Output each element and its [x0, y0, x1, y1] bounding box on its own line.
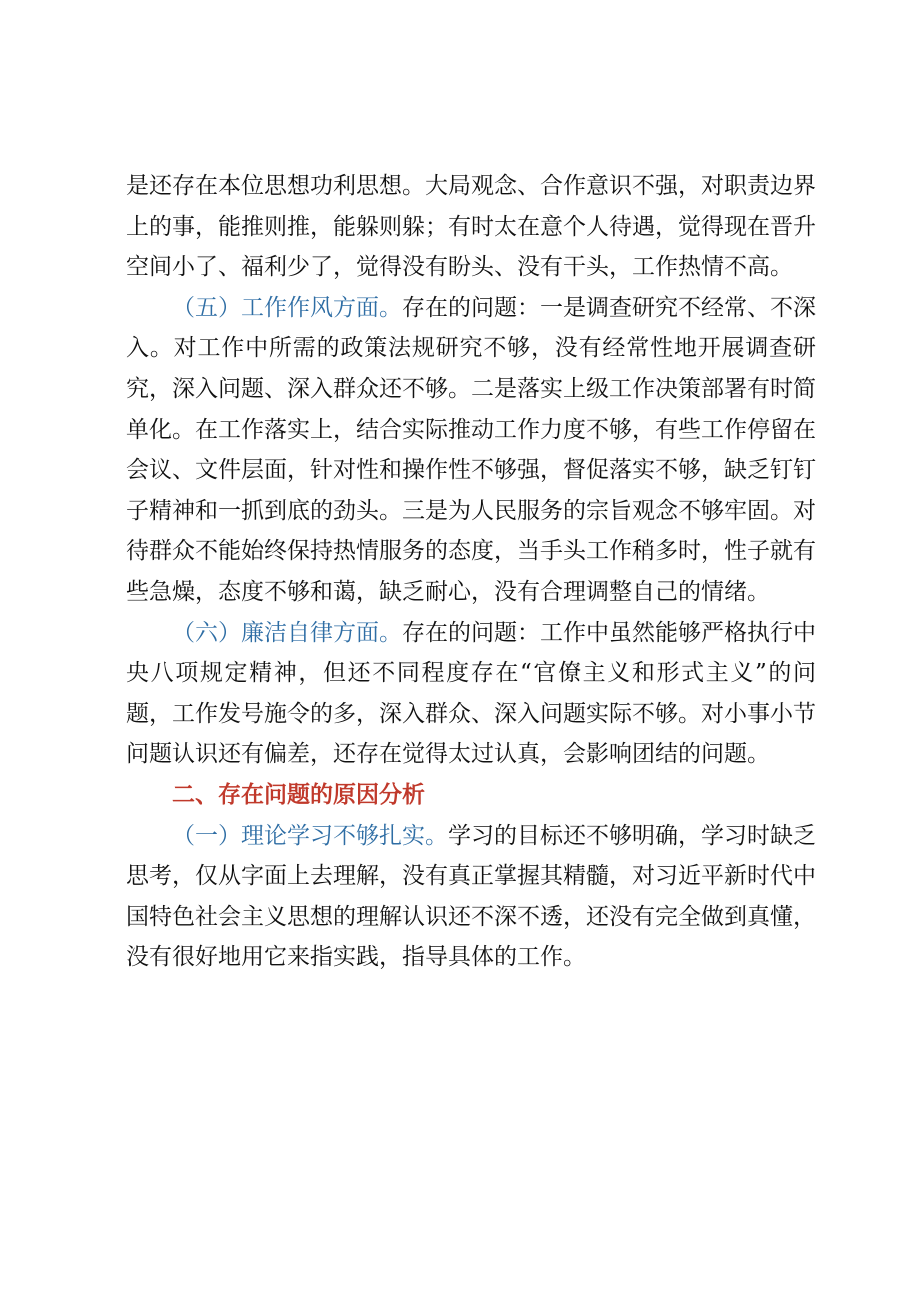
- paragraph-lead-heading: （六）廉洁自律方面。: [172, 619, 402, 646]
- paragraph-body: 存在的问题：工作中虽然能够严格执行中央八项规定精神，但还不同程度存在“官僚主义和形式主义”的问题，工作发号施令的多，深入群众、深入问题实际不够。对小事小节问题认识还有偏差，还存在觉得太过认真，会影响团结的问题。: [126, 619, 816, 768]
- paragraph-body: 是还存在本位思想功利思想。大局观念、合作意识不强，对职责边界上的事，能推则推，能躲则躲；有时太在意个人待遇，觉得现在晋升空间小了、福利少了，觉得没有盼头、没有干头，工作热情不高。: [126, 173, 816, 281]
- paragraph-integrity: [126, 613, 816, 775]
- paragraph-lead-heading: （五）工作作风方面。: [172, 294, 402, 321]
- document-body: [126, 166, 816, 978]
- section-heading: 二、存在问题的原因分析: [172, 781, 425, 808]
- paragraph-continuation: [126, 166, 816, 288]
- paragraph-body: 学习的目标还不够明确，学习时缺乏思考，仅从字面上去理解，没有真正掌握其精髓，对习近平新时代中国特色社会主义思想的理解认识还不深不透，还没有完全做到真懂，没有很好地用它来指实践，指导具体的工作。: [126, 822, 816, 971]
- paragraph-work-style: [126, 288, 816, 613]
- paragraph-lead-heading: （一）理论学习不够扎实。: [172, 822, 448, 849]
- paragraph-theory-study: [126, 816, 816, 978]
- paragraph-body: 存在的问题：一是调查研究不经常、不深入。对工作中所需的政策法规研究不够，没有经常性地开展调查研究，深入问题、深入群众还不够。二是落实上级工作决策部署有时简单化。在工作落实上，结合实际推动工作力度不够，有些工作停留在会议、文件层面，针对性和操作性不够强，督促落实不够，缺乏钉钉子精神和一抓到底的劲头。三是为人民服务的宗旨观念不够牢固。对待群众不能始终保持热情服务的态度，当手头工作稍多时，性子就有些急燥，态度不够和蔼，缺乏耐心，没有合理调整自己的情绪。: [126, 294, 816, 605]
